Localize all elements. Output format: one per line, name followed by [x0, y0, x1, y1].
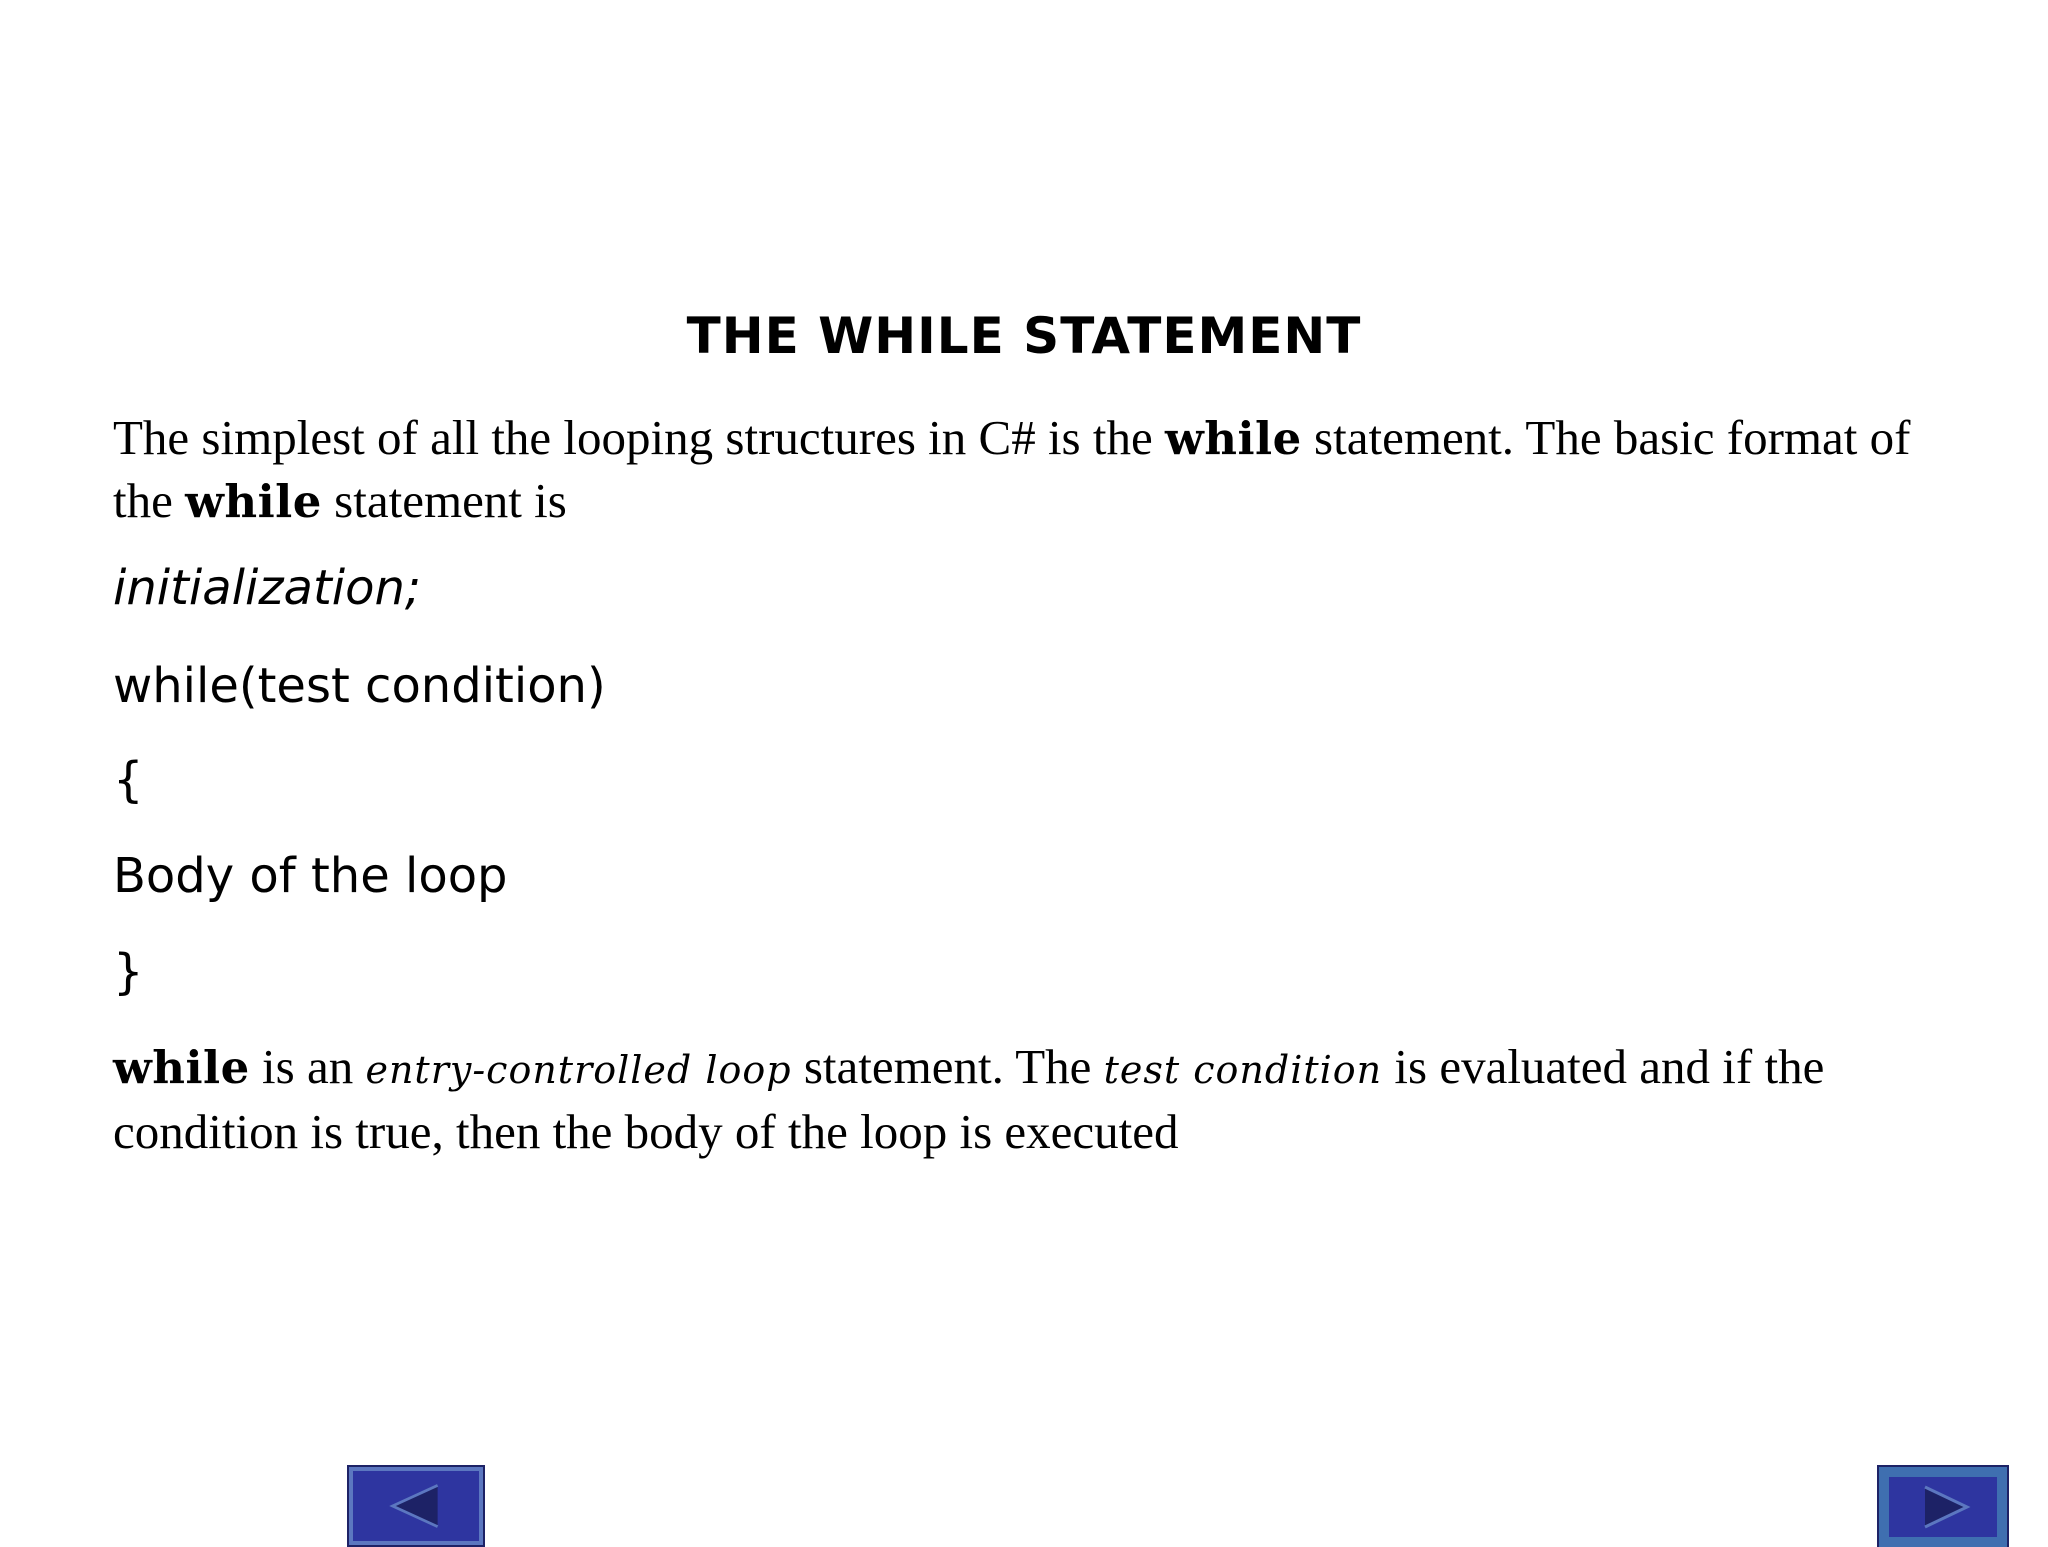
keyword-while: while: [113, 1041, 250, 1094]
keyword-while: while: [1165, 412, 1302, 465]
code-while-header: while(test condition): [113, 658, 606, 714]
code-open-brace: {: [113, 752, 144, 808]
next-slide-button[interactable]: [1879, 1467, 2007, 1547]
outro-paragraph: [113, 1036, 1943, 1163]
previous-slide-button[interactable]: [349, 1467, 483, 1545]
intro-paragraph: [113, 407, 1943, 533]
intro-text-3: statement is: [321, 473, 567, 528]
intro-text-2: statement. The basic format of the: [113, 410, 1911, 528]
keyword-while: while: [185, 475, 322, 528]
outro-text-2: statement. The: [791, 1039, 1104, 1094]
intro-text-1: The simplest of all the looping structures in C# is the: [113, 410, 1165, 465]
slide-title: THE WHILE STATEMENT: [686, 307, 1362, 365]
outro-text-3: is evaluated and if the condition is true, then the body of the loop is executed: [113, 1039, 1825, 1159]
term-test-condition: test condition: [1103, 1048, 1383, 1092]
code-initialization: initialization;: [113, 560, 422, 616]
left-triangle-icon: [353, 1471, 479, 1541]
code-loop-body: Body of the loop: [113, 848, 508, 904]
outro-text-1: is an: [249, 1039, 366, 1094]
term-entry-controlled-loop: entry-controlled loop: [365, 1048, 792, 1092]
code-close-brace: }: [113, 944, 144, 1000]
right-triangle-icon: [1889, 1477, 1997, 1537]
